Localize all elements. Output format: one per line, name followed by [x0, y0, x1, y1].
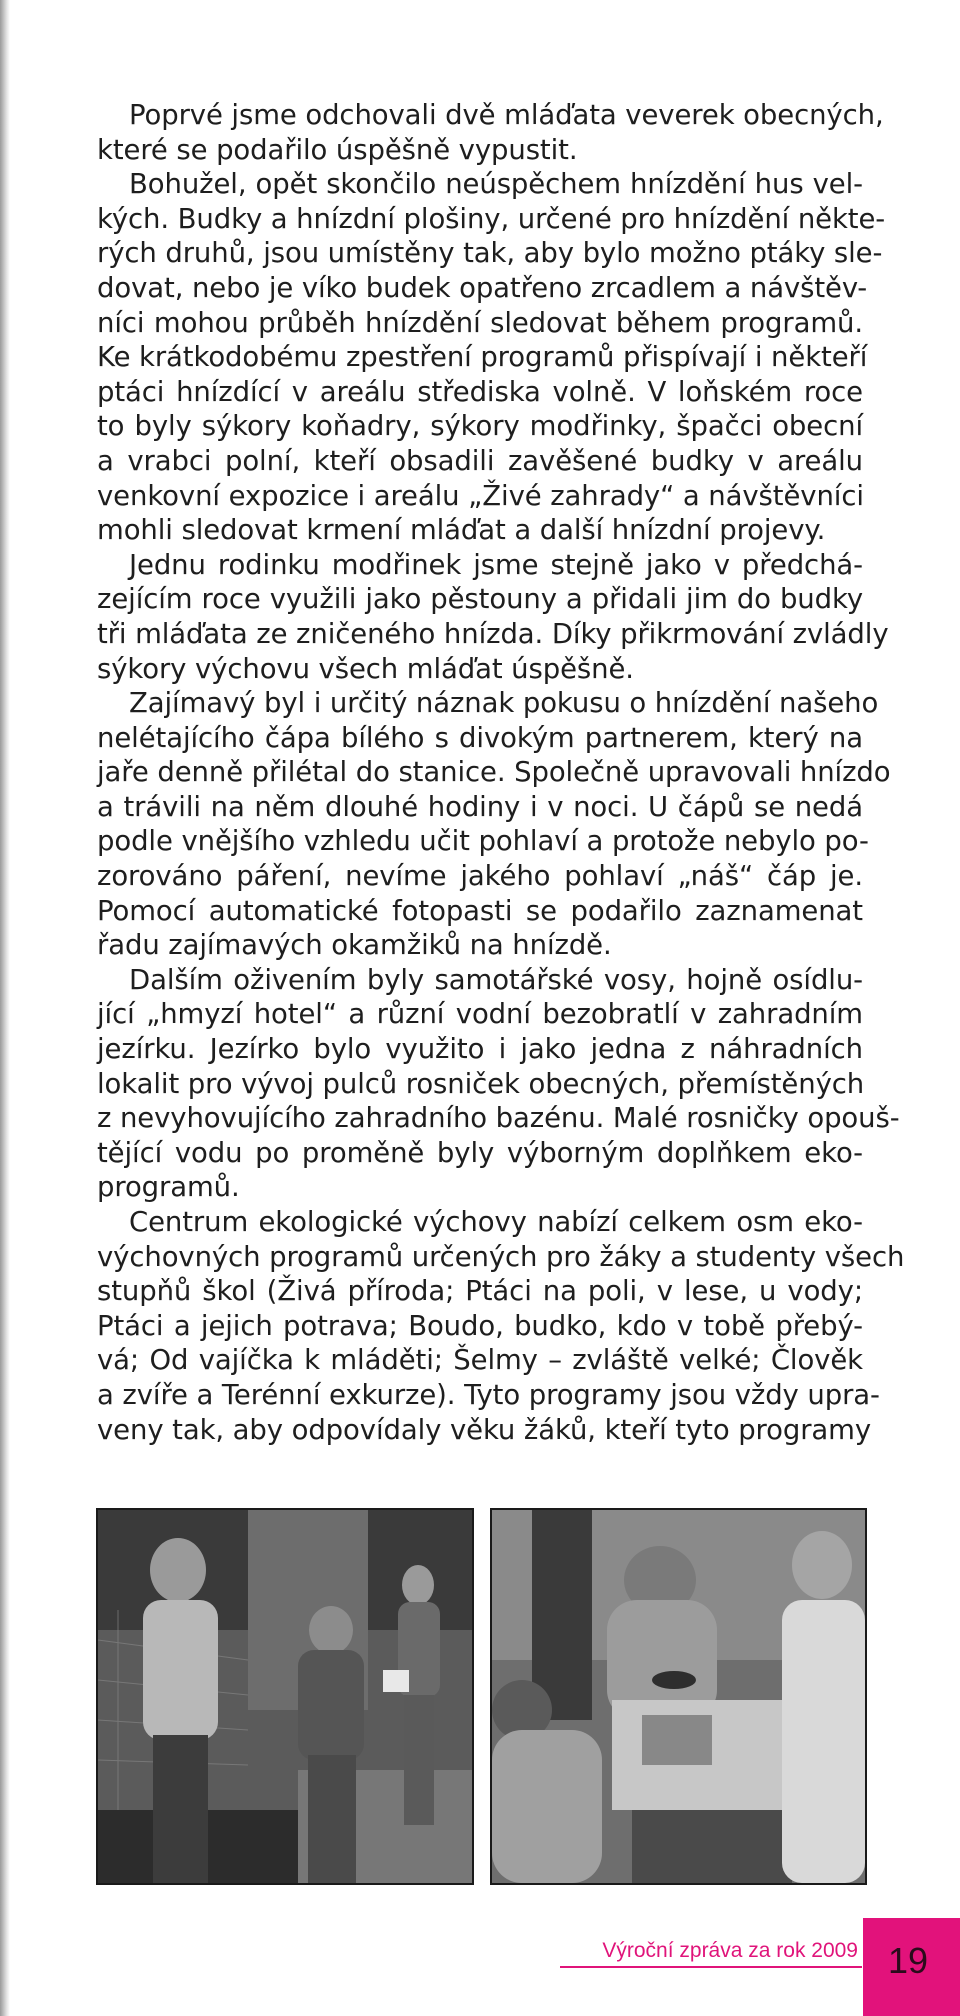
article-line: Ke krátkodobému zpestření programů přispívají i někteří [97, 341, 868, 374]
article-line: programů. [97, 1171, 240, 1204]
page-number-badge [863, 1918, 960, 2016]
photo-visitors-at-enclosure [96, 1508, 474, 1885]
article-line: Bohužel, opět skončilo neúspěchem hnízdění hus vel- [129, 168, 863, 201]
article-line: veny tak, aby odpovídaly věku žáků, kteří tyto programy [97, 1413, 872, 1446]
article-line: Centrum ekologické výchovy nabízí celkem osm eko- [129, 1206, 863, 1238]
article-line: stupňů škol (Živá příroda; Ptáci na poli, v lese, u vody; [97, 1275, 863, 1308]
article-line: a zvíře a Terénní exkurze). Tyto programy jsou vždy upra- [97, 1378, 880, 1411]
article-line: Poprvé jsme odchovali dvě mláďata veverek obecných, [129, 99, 884, 131]
article-line: Dalším oživením byly samotářské vosy, hojně osídlu- [129, 963, 863, 996]
article-line: venkovní expozice i areálu „Živé zahrady“ a návštěvníci [97, 479, 864, 512]
article-line: sýkory výchovu všech mláďat úspěšně. [97, 652, 634, 685]
article-body [97, 98, 905, 1447]
article-line: řadu zajímavých okamžiků na hnízdě. [97, 929, 612, 962]
article-line: jící „hmyzí hotel“ a různí vodní bezobratlí v zahradním [97, 998, 863, 1031]
article-line: Pomocí automatické fotopasti se podařilo zaznamenat [97, 894, 863, 927]
article-line: jezírku. Jezírko bylo využito i jako jedna z náhradních [97, 1033, 863, 1066]
article-line: vá; Od vajíčka k mláděti; Šelmy – zvláště velké; Člověk [97, 1344, 863, 1377]
article-line: jaře denně přilétal do stanice. Společně upravovali hnízdo [97, 756, 891, 789]
article-line: Ptáci a jejich potrava; Boudo, budko, kdo v tobě přebý- [97, 1309, 863, 1342]
article-line: lokalit pro vývoj pulců rosniček obecných, přemístěných [97, 1067, 865, 1100]
article-line: mohli sledovat krmení mláďat a další hnízdní projevy. [97, 514, 826, 547]
page-number: 19 [887, 1940, 929, 1981]
article-line: to byly sýkory koňadry, sýkory modřinky, špačci obecní [97, 410, 863, 443]
article-line: zorováno páření, nevíme jakého pohlaví „náš“ čáp je. [97, 860, 863, 893]
article-line: Jednu rodinku modřinek jsme stejně jako v předchá- [129, 548, 863, 581]
article-line: nelétajícího čápa bílého s divokým partnerem, který na [97, 721, 863, 754]
article-line: a vrabci polní, kteří obsadili zavěšené budky v areálu [97, 444, 863, 477]
article-line: ptáci hnízdící v areálu střediska volně. V loňském roce [97, 375, 863, 408]
article-line: rých druhů, jsou umístěny tak, aby bylo možno ptáky sle- [97, 237, 883, 270]
article-line: tějící vodu po proměně byly výborným doplňkem eko- [97, 1136, 863, 1169]
photo-visitors-image [98, 1510, 472, 1883]
article-line: Zajímavý byl i určitý náznak pokusu o hnízdění našeho [129, 687, 879, 720]
article-line: z nevyhovujícího zahradního bazénu. Malé rosničky opouš- [97, 1102, 900, 1135]
footer-report-title: Výroční zpráva za rok 2009 [560, 1934, 862, 1968]
article-line: a trávili na něm dlouhé hodiny i v noci. U čápů se nedá [97, 790, 863, 823]
article-line: dovat, nebo je víko budek opatřeno zrcadlem a návštěv- [97, 271, 868, 304]
page-spine-shadow [0, 0, 10, 2016]
article-line: níci mohou průběh hnízdění sledovat během programů. [97, 306, 863, 339]
article-line: které se podařilo úspěšně vypustit. [97, 133, 578, 166]
article-line: zejícím roce využili jako pěstouny a přidali jim do budky [97, 583, 863, 616]
article-line: kých. Budky a hnízdní plošiny, určené pro hnízdění někte- [97, 202, 886, 235]
article-line: výchovných programů určených pro žáky a studenty všech [97, 1240, 905, 1273]
article-line: podle vnějšího vzhledu učit pohlaví a protože nebylo po- [97, 825, 869, 858]
article-line: tři mláďata ze zničeného hnízda. Díky přikrmování zvládly [97, 617, 889, 650]
photo-children-with-box [490, 1508, 867, 1885]
photo-children-image [492, 1510, 865, 1883]
